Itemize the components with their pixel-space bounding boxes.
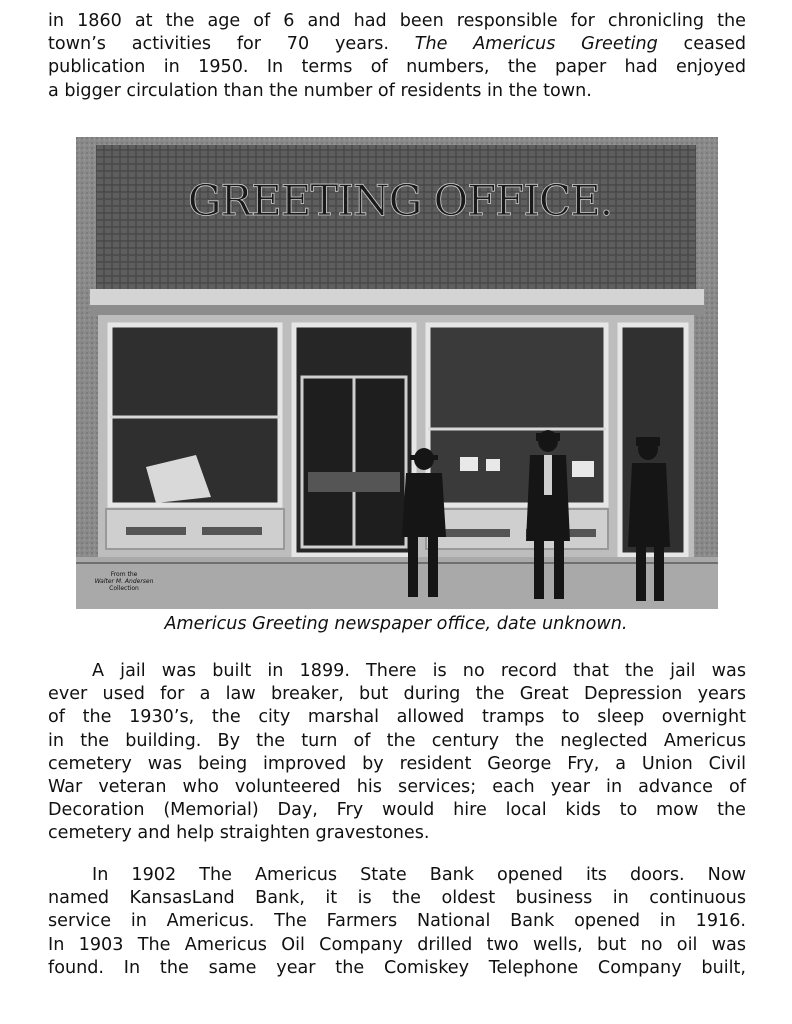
storefront-photo-illustration (76, 137, 718, 609)
text-line: named KansasLand Bank, it is the oldest business in continuous (48, 888, 746, 909)
newspaper-title: The Americus Greeting (414, 34, 658, 55)
top-paragraph (48, 10, 746, 103)
credit-line: Collection (109, 585, 139, 592)
sign-text: GREETING OFFICE. (187, 176, 613, 225)
text-line: Decoration (Memorial) Day, Fry would hire local kids to mow the (48, 800, 746, 821)
text-line: In 1903 The Americus Oil Company drilled two wells, but no oil was (48, 934, 746, 955)
text-line: cemetery and help straighten gravestones. (48, 823, 430, 844)
credit-line: From the (110, 571, 138, 578)
text-line (48, 33, 746, 56)
text-line: In 1902 The Americus State Bank opened its doors. Now (92, 865, 746, 885)
text-line: a bigger circulation than the number of residents in the town. (48, 80, 592, 101)
greeting-office-photo (76, 137, 718, 609)
text-span: town’s activities for 70 years. (48, 34, 415, 55)
text-line: publication in 1950. In terms of numbers, the paper had enjoyed (48, 57, 746, 78)
text-line: A jail was built in 1899. There is no record that the jail was (92, 661, 746, 681)
text-line: service in Americus. The Farmers National Bank opened in 1916. (48, 911, 746, 932)
text-line: in 1860 at the age of 6 and had been responsible for chronicling the (48, 11, 746, 31)
photo-credit (84, 571, 164, 592)
photo-caption: Americus Greeting newspaper office, date unknown. (164, 614, 628, 634)
text-span: ceased (657, 34, 746, 55)
text-line: found. In the same year the Comiskey Telephone Company built, (48, 957, 746, 978)
text-line: of the 1930’s, the city marshal allowed tramps to sleep overnight (48, 707, 746, 728)
text-line: ever used for a law breaker, but during the Great Depression years (48, 684, 746, 705)
text-line: War veteran who volunteered his services; each year in advance of (48, 777, 746, 798)
jail-paragraph (48, 660, 746, 846)
credit-line: Walter M. Andersen (94, 578, 154, 585)
bank-paragraph (48, 864, 746, 980)
text-line: in the building. By the turn of the century the neglected Americus (48, 730, 746, 751)
text-line: cemetery was being improved by resident George Fry, a Union Civil (48, 753, 746, 774)
